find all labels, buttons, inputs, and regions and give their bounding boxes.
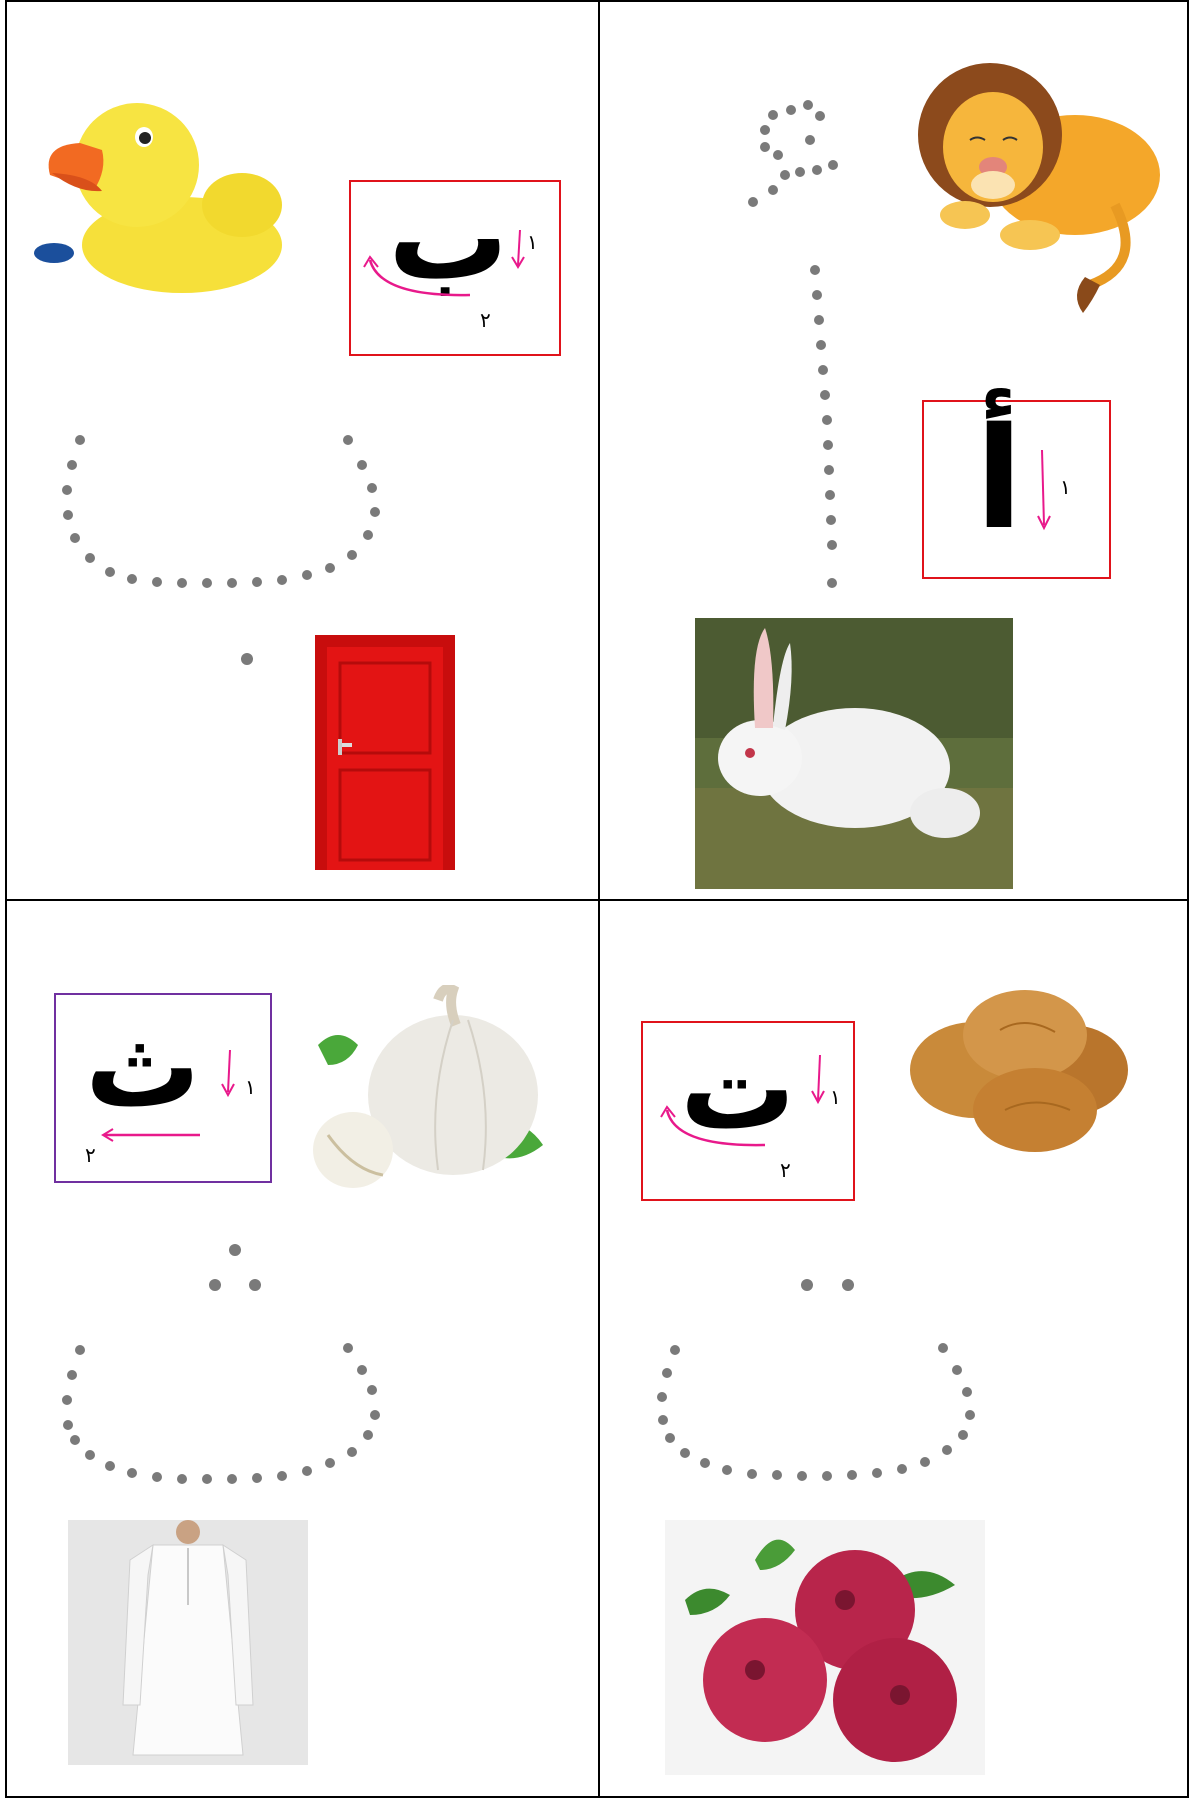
thobe-image — [68, 1520, 308, 1765]
stroke-number-1: ١ — [527, 230, 538, 254]
stroke-arrows-baa — [360, 215, 540, 325]
letter-thaa: ث — [85, 1000, 201, 1134]
duck-image — [32, 95, 287, 295]
stroke-number-1: ١ — [830, 1085, 841, 1109]
lion-image — [915, 55, 1165, 320]
stroke-number-1: ١ — [1060, 475, 1071, 499]
dotted-trace-taa — [645, 1255, 1025, 1495]
letter-alif: أ — [975, 398, 1023, 561]
stroke-arrows-alif — [1030, 440, 1060, 540]
garlic-image — [308, 985, 548, 1195]
stroke-number-2: ٢ — [480, 308, 491, 332]
rabbit-image — [695, 618, 1013, 889]
letter-baa: ب — [388, 168, 509, 307]
letter-taa: ت — [680, 1022, 796, 1156]
raspberries-image — [665, 1520, 985, 1775]
stroke-arrows-thaa — [95, 1040, 255, 1150]
door-image — [310, 635, 460, 870]
dates-image — [905, 960, 1140, 1160]
dotted-trace-alif — [745, 95, 885, 595]
stroke-arrows-taa — [655, 1045, 835, 1160]
stroke-number-2: ٢ — [780, 1158, 791, 1182]
stroke-number-2: ٢ — [85, 1143, 96, 1167]
dotted-trace-thaa — [50, 1230, 430, 1490]
stroke-number-1: ١ — [245, 1075, 256, 1099]
